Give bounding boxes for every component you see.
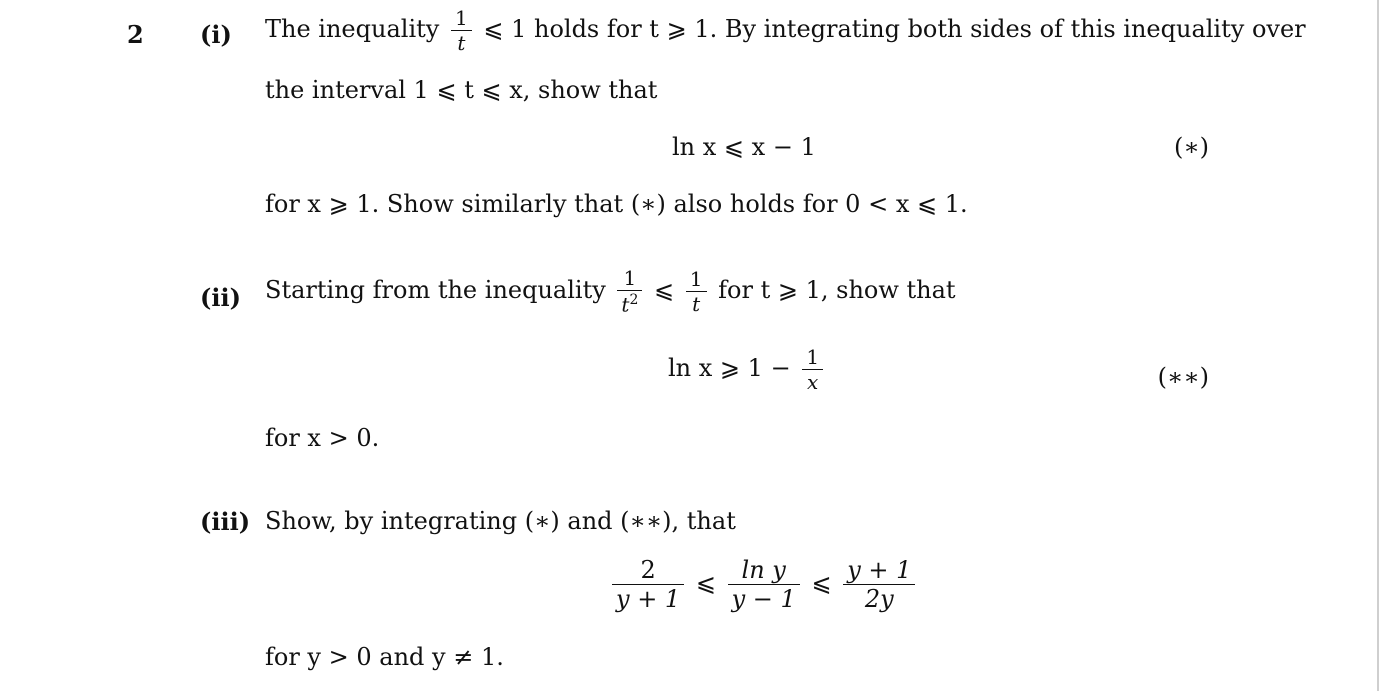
- fraction-numerator: y + 1: [847, 556, 912, 584]
- part-i-line2: the interval 1 ⩽ t ⩽ x, show that: [265, 76, 658, 104]
- fraction-numerator: 1: [689, 266, 703, 291]
- part-iii-display-inequality: [608, 558, 919, 611]
- part-iii-line2: for y > 0 and y ≠ 1.: [265, 643, 504, 671]
- fraction-numerator: 2: [640, 556, 656, 584]
- part-ii-display-pre: ln x ⩾ 1 −: [668, 354, 791, 382]
- part-iii-fraction-3: [843, 558, 915, 611]
- fraction-denominator: 2y: [843, 584, 915, 611]
- part-ii-line1: [265, 268, 956, 315]
- part-iii-fraction-2: [728, 558, 800, 611]
- denominator-variable: t: [621, 292, 630, 317]
- fraction-numerator: 1: [806, 345, 820, 369]
- part-i-equation-tag: (∗): [1173, 133, 1209, 161]
- fraction-numerator: 1: [454, 6, 468, 30]
- fraction-denominator: y − 1: [728, 584, 800, 611]
- fraction-denominator: y + 1: [612, 584, 684, 611]
- part-ii-line1-post: for t ⩾ 1, show that: [718, 275, 956, 304]
- part-i-line1: [265, 8, 1306, 53]
- part-i-line1-post: ⩽ 1 holds for t ⩾ 1. By integrating both sides of this inequality over: [483, 15, 1306, 43]
- fraction-denominator: [617, 290, 642, 315]
- fraction-numerator: 1: [623, 266, 637, 290]
- part-ii-fraction-2: [686, 266, 707, 316]
- part-ii-fraction-1: [617, 268, 642, 315]
- fraction-denominator: t: [451, 30, 472, 53]
- question-number: 2: [127, 20, 144, 49]
- part-i-line3: for x ⩾ 1. Show similarly that (∗) also holds for 0 < x ⩽ 1.: [265, 190, 968, 218]
- part-iii-fraction-1: [612, 558, 684, 611]
- part-i-label: (i): [200, 20, 232, 49]
- part-ii-display-fraction: [802, 347, 823, 392]
- fraction-denominator: x: [802, 369, 823, 392]
- part-i-line1-pre: The inequality: [265, 15, 440, 43]
- part-ii-label: (ii): [200, 283, 241, 312]
- fraction-denominator: t: [686, 291, 707, 314]
- part-i-fraction: [451, 8, 472, 53]
- part-iii-label: (iii): [200, 507, 251, 536]
- part-iii-relation-2: ⩽: [811, 569, 832, 597]
- part-ii-line2: for x > 0.: [265, 424, 380, 452]
- denominator-exponent: 2: [629, 292, 639, 308]
- part-iii-line1: Show, by integrating (∗) and (∗∗), that: [265, 507, 736, 535]
- part-ii-display-equation: [668, 347, 827, 392]
- part-iii-relation-1: ⩽: [695, 569, 716, 597]
- part-i-display-equation: ln x ⩽ x − 1: [672, 133, 816, 161]
- part-ii-line1-pre: Starting from the inequality: [265, 275, 606, 304]
- part-ii-equation-tag: (∗∗): [1157, 363, 1209, 391]
- fraction-numerator: ln y: [741, 556, 786, 584]
- part-ii-relation: ⩽: [654, 275, 675, 304]
